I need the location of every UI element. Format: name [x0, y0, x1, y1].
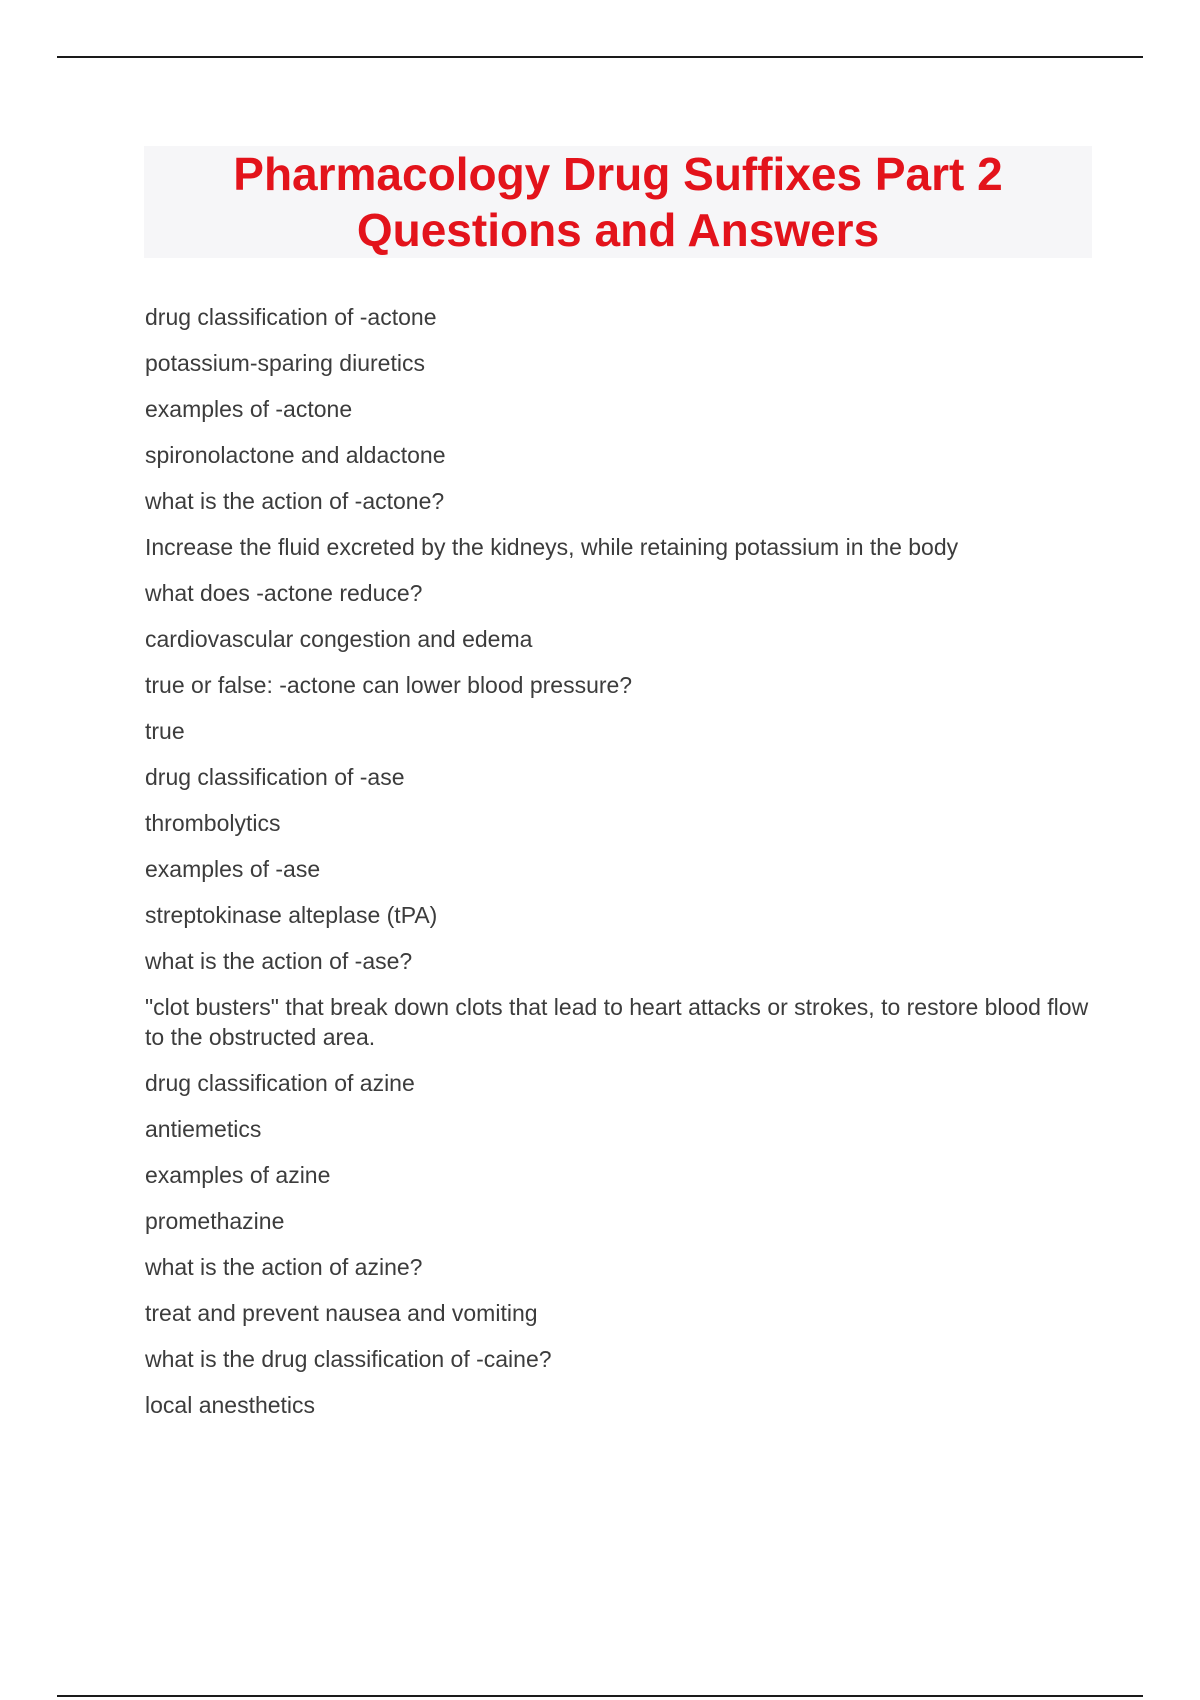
qa-item: drug classification of -ase — [145, 764, 405, 790]
qa-item: what is the drug classification of -caine? — [145, 1346, 552, 1372]
qa-item: local anesthetics — [145, 1392, 316, 1418]
qa-item: "clot busters" that break down clots that lead to heart attacks or strokes, to restore blood flow to the obstructed area. — [145, 994, 1089, 1050]
qa-item: drug classification of -actone — [145, 304, 437, 330]
qa-list — [145, 302, 1095, 1436]
qa-item: promethazine — [145, 1208, 285, 1234]
qa-item: potassium-sparing diuretics — [145, 350, 425, 376]
document-title-line-1: Pharmacology Drug Suffixes Part 2 — [233, 148, 1003, 200]
qa-item: cardiovascular congestion and edema — [145, 626, 533, 652]
qa-item: antiemetics — [145, 1116, 262, 1142]
qa-item: what is the action of azine? — [145, 1254, 423, 1280]
qa-item: what is the action of -actone? — [145, 488, 445, 514]
bottom-rule — [57, 1695, 1143, 1697]
qa-item: true — [145, 718, 185, 744]
qa-item: examples of azine — [145, 1162, 331, 1188]
qa-item: thrombolytics — [145, 810, 281, 836]
qa-item: examples of -actone — [145, 396, 353, 422]
document-title-line-2: Questions and Answers — [356, 204, 880, 256]
qa-item: streptokinase alteplase (tPA) — [145, 902, 438, 928]
qa-item: drug classification of azine — [145, 1070, 415, 1096]
qa-item: what does -actone reduce? — [145, 580, 423, 606]
qa-item: Increase the fluid excreted by the kidneys, while retaining potassium in the body — [145, 534, 959, 560]
qa-item: spironolactone and aldactone — [145, 442, 446, 468]
title-banner — [144, 146, 1092, 258]
qa-item: treat and prevent nausea and vomiting — [145, 1300, 538, 1326]
qa-item: examples of -ase — [145, 856, 321, 882]
qa-item: what is the action of -ase? — [145, 948, 413, 974]
top-rule — [57, 56, 1143, 58]
qa-item: true or false: -actone can lower blood pressure? — [145, 672, 633, 698]
